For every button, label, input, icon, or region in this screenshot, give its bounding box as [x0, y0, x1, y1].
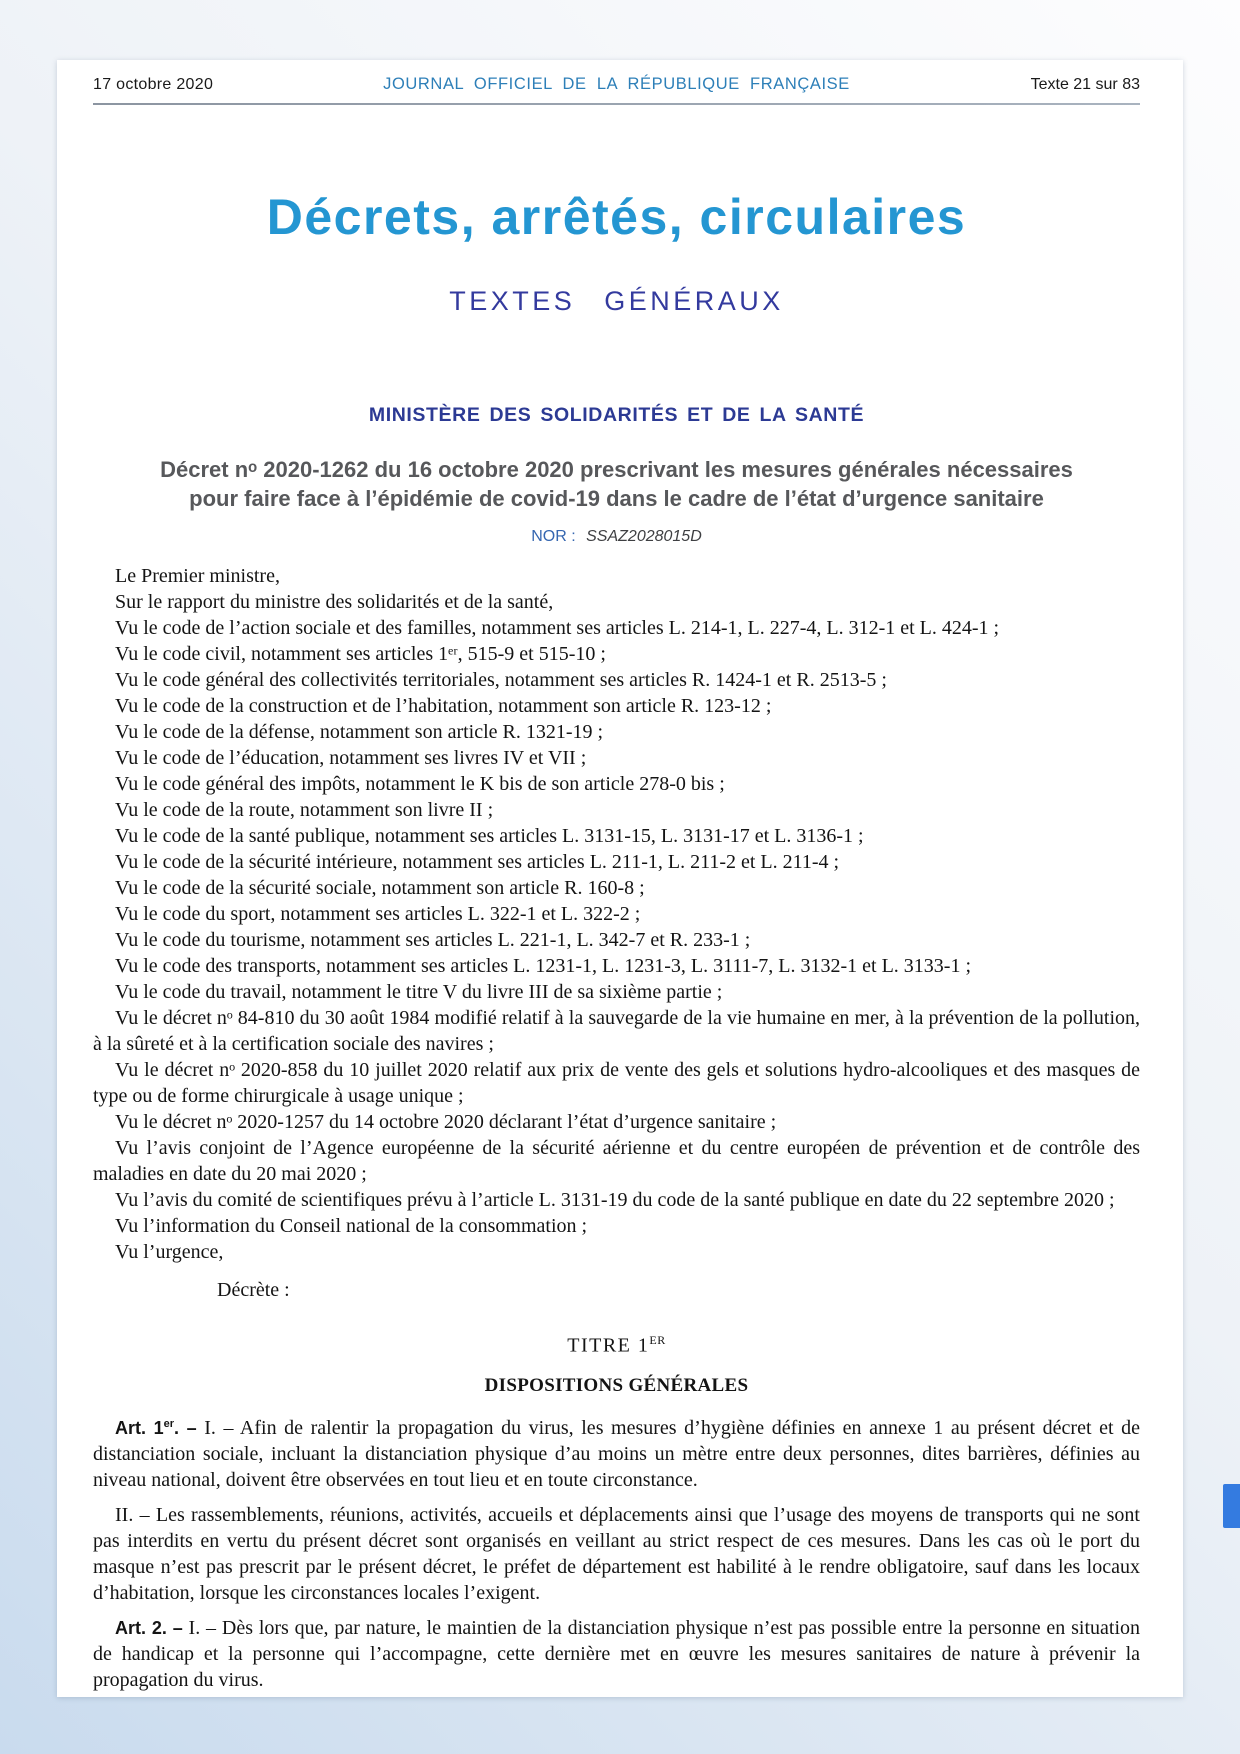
chapter-heading: DISPOSITIONS GÉNÉRALES [484, 1374, 749, 1396]
article-2-label [115, 1618, 189, 1638]
title-heading-label: TITRE 1 [567, 1334, 650, 1357]
nor-label: NOR : [531, 528, 576, 545]
preamble-paragraph: Vu l’information du Conseil national de la consommation ; [115, 1215, 588, 1237]
decree-body [93, 563, 1140, 1693]
scrollbar-thumb[interactable] [1223, 1484, 1240, 1528]
title-heading [93, 1327, 1140, 1359]
article-1-label-dash: . – [174, 1417, 205, 1438]
preamble-paragraph: Vu le code de la défense, notamment son article R. 1321-19 ; [115, 721, 604, 743]
title-heading-superscript: ER [649, 1333, 666, 1347]
page-content [57, 60, 1183, 1693]
preamble-paragraph: Vu le code civil, notamment ses articles 1ᵉʳ, 515-9 et 515-10 ; [115, 643, 606, 665]
header-divider [93, 103, 1140, 105]
preamble-paragraph: Vu le code de la route, notamment son livre II ; [115, 799, 494, 821]
header-date: 17 octobre 2020 [93, 76, 214, 93]
article-2-paragraph [93, 1615, 1140, 1693]
preamble-paragraph: Vu le code de la sécurité sociale, notamment son article R. 160-8 ; [115, 877, 645, 899]
preamble-paragraph: Vu le code général des impôts, notamment le K bis de son article 278-0 bis ; [115, 773, 725, 795]
preamble-paragraph: Vu le code des transports, notamment ses articles L. 1231-1, L. 1231-3, L. 3111-7, L. 3132-1 et L. 3133-1 ; [115, 955, 972, 977]
preamble-paragraph: Le Premier ministre, [115, 565, 280, 587]
preamble-paragraph: Vu le décret nᵒ 2020-858 du 10 juillet 2020 relatif aux prix de vente des gels et solutions hydro-alcooliques et des masques de type ou de forme chirurgicale à usage unique ; [93, 1059, 1140, 1107]
nor-value: SSAZ2028015D [586, 528, 702, 545]
article-1-label [115, 1418, 204, 1438]
article-1-label-superscript: er [163, 1417, 175, 1430]
page-header [93, 60, 1140, 94]
preamble-paragraph: Vu l’avis du comité de scientifiques prévu à l’article L. 3131-19 du code de la santé publique en date du 22 septembre 2020 ; [115, 1189, 1115, 1211]
preamble-paragraph: Vu le code de l’éducation, notamment ses livres IV et VII ; [115, 747, 587, 769]
nor-line [93, 528, 1140, 546]
header-journal-title: JOURNAL OFFICIEL DE LA RÉPUBLIQUE FRANÇAISE [383, 75, 850, 93]
ministry-title: MINISTÈRE DES SOLIDARITÉS ET DE LA SANTÉ [368, 404, 865, 426]
main-title: Décrets, arrêtés, circulaires [266, 189, 967, 245]
article-2-label-text: Art. 2 [115, 1617, 162, 1638]
preamble-paragraph: Vu le code du tourisme, notamment ses articles L. 221-1, L. 342-7 et R. 233-1 ; [115, 929, 751, 951]
preamble-paragraph: Vu le décret nᵒ 2020-1257 du 14 octobre 2020 déclarant l’état d’urgence sanitaire ; [115, 1111, 777, 1133]
article-1-text: I. – Afin de ralentir la propagation du virus, les mesures d’hygiène définies en annexe 1 au présent décret et de distanciation sociale, incluant la distanciation physique d’au moins un mètre entre deux personnes, dites barrières, définies au niveau national, doivent être observées en tout lieu et en toute circonstance. [93, 1416, 1141, 1491]
preamble-paragraph: Vu le code de la construction et de l’habitation, notamment son article R. 123-12 ; [115, 695, 772, 717]
article-1-section-2-text: II. – Les rassemblements, réunions, activités, accueils et déplacements ainsi que l’usage des moyens de transports qui ne sont pas interdits en vertu du présent décret sont organisés en veillant au strict respect de ces mesures. Dans les cas où le port du masque n’est pas prescrit par le présent décret, le préfet de département est habilité à le rendre obligatoire, sauf dans les locaux d’habitation, lorsque les circonstances locales l’exigent. [93, 1503, 1140, 1604]
header-text-reference: Texte 21 sur 83 [1030, 76, 1140, 93]
preamble-paragraph: Vu le code de l’action sociale et des familles, notamment ses articles L. 214-1, L. 227-4, L. 312-1 et L. 424-1 ; [115, 617, 1000, 639]
preamble-paragraph: Vu le code de la santé publique, notamment ses articles L. 3131-15, L. 3131-17 et L. 3136-1 ; [115, 825, 864, 847]
preamble-paragraph: Vu l’urgence, [115, 1241, 224, 1263]
preamble-paragraph: Vu le code de la sécurité intérieure, notamment ses articles L. 211-1, L. 211-2 et L. 211-4 ; [115, 851, 840, 873]
article-1-paragraph [93, 1411, 1140, 1493]
article-1-label-text: Art. 1 [115, 1417, 164, 1438]
article-1-section-2-paragraph [93, 1502, 1140, 1606]
preamble-paragraph: Vu le code du travail, notamment le titre V du livre III de sa sixième partie ; [115, 981, 723, 1003]
preamble-paragraph: Sur le rapport du ministre des solidarités et de la santé, [115, 591, 554, 613]
article-2-text: I. – Dès lors que, par nature, le maintien de la distanciation physique n’est pas possible entre la personne en situation de handicap et la personne qui l’accompagne, cette dernière met en œuvre les mesures sanitaires de nature à prévenir la propagation du virus. [93, 1616, 1141, 1691]
decrete-line: Décrète : [217, 1279, 290, 1301]
preamble-paragraph: Vu le code général des collectivités territoriales, notamment ses articles R. 1424-1 et R. 2513-5 ; [115, 669, 887, 691]
article-2-label-dash: . – [161, 1617, 189, 1638]
preamble-paragraph: Vu le décret nᵒ 84-810 du 30 août 1984 modifié relatif à la sauvegarde de la vie humaine en mer, à la prévention de la pollution, à la sûreté et à la certification sociale des navires ; [93, 1007, 1140, 1055]
preamble-block [93, 563, 1140, 1265]
document-page [57, 60, 1183, 1697]
section-title: TEXTES GÉNÉRAUX [449, 286, 784, 316]
preamble-paragraph: Vu l’avis conjoint de l’Agence européenne de la sécurité aérienne et du centre européen de prévention et de contrôle des maladies en date du 20 mai 2020 ; [93, 1137, 1140, 1185]
decree-title: Décret nᵒ 2020-1262 du 16 octobre 2020 prescrivant les mesures générales nécessaires pour faire face à l’épidémie de covid-19 dans le cadre de l’état d’urgence sanitaire [160, 457, 1073, 511]
preamble-paragraph: Vu le code du sport, notamment ses articles L. 322-1 et L. 322-2 ; [115, 903, 641, 925]
